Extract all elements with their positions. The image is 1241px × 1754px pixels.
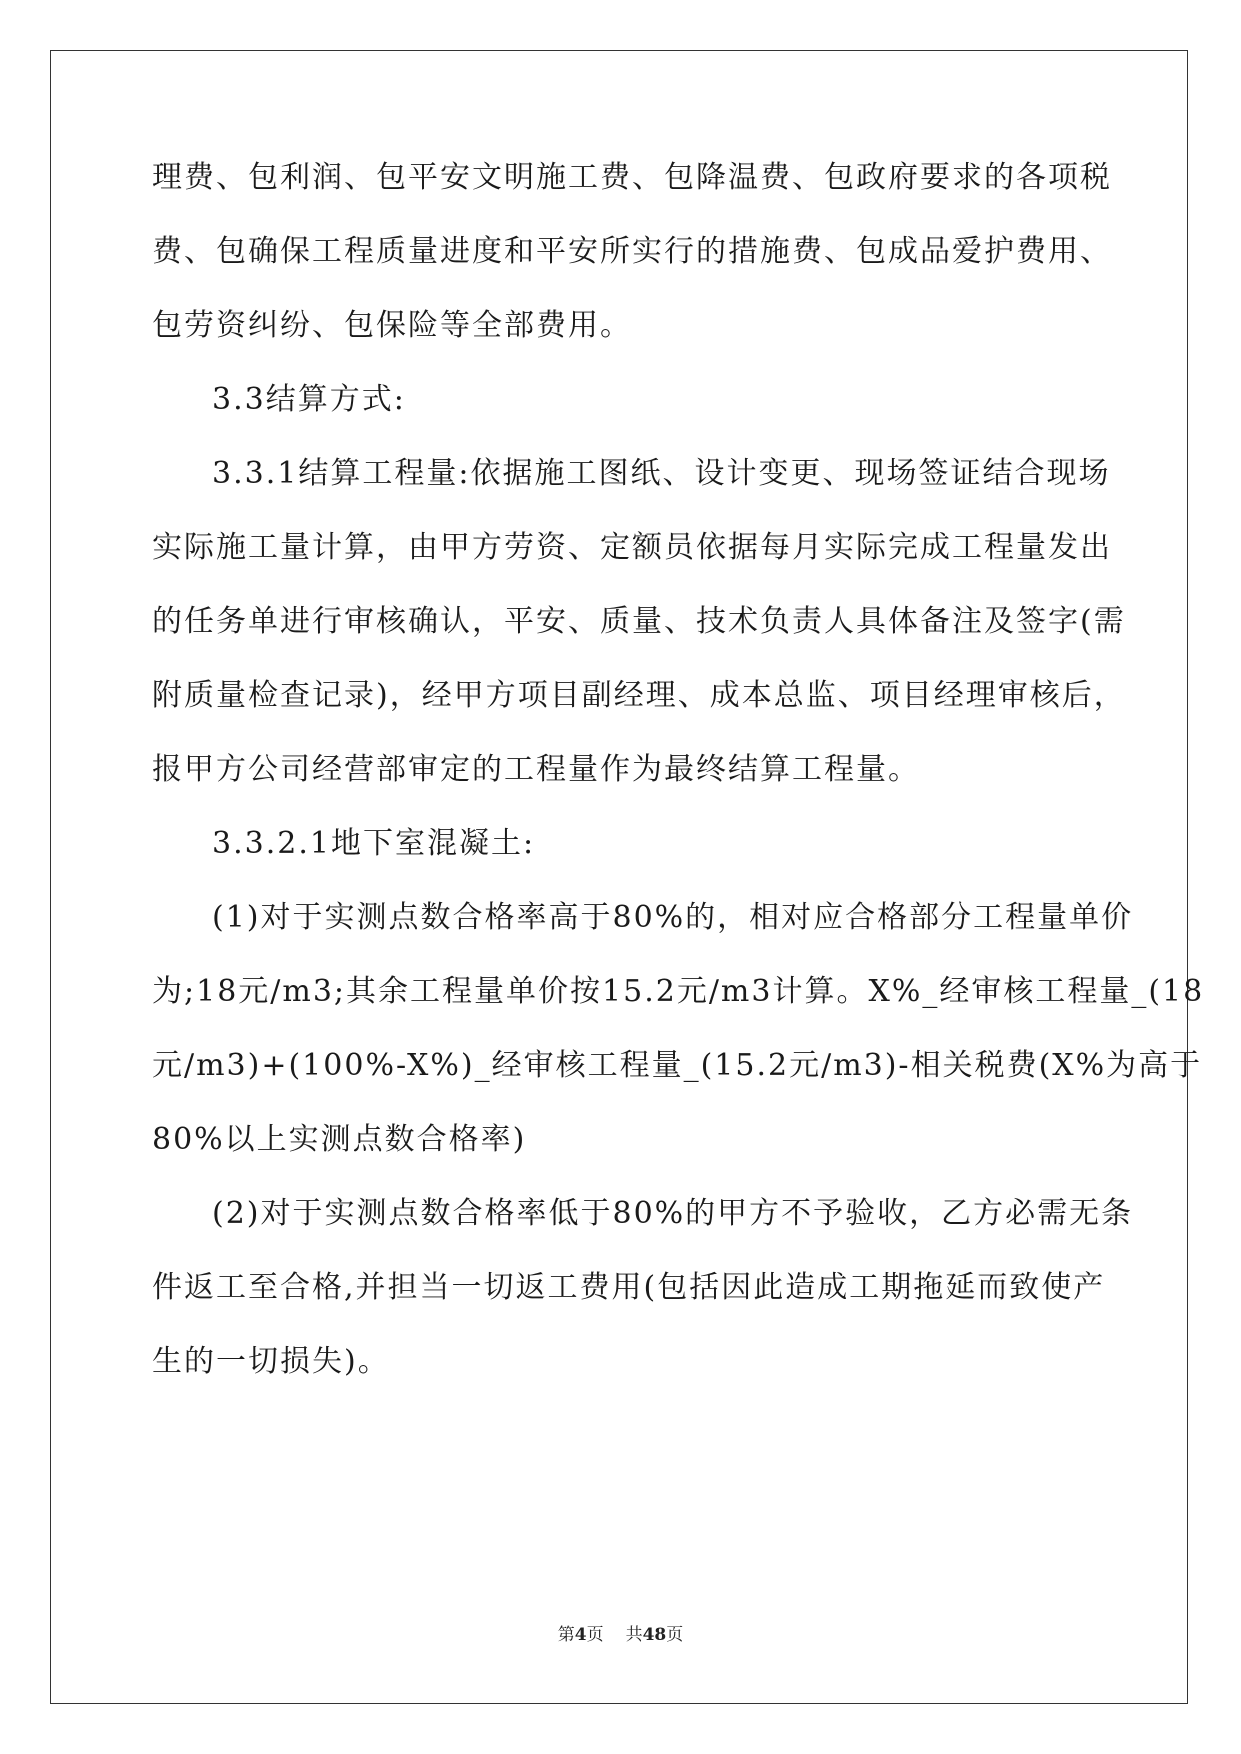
paragraph-line: 费、包确保工程质量进度和平安所实行的措施费、包成品爱护费用、 bbox=[152, 234, 1112, 269]
page-border bbox=[50, 50, 1188, 1704]
paragraph-line: 的任务单进行审核确认，平安、质量、技术负责人具体备注及签字(需 bbox=[152, 604, 1126, 639]
paragraph-line: 为;18元/m3;其余工程量单价按15.2元/m3计算。X%_经审核工程量_(18 bbox=[152, 974, 1205, 1009]
page-number: 4 bbox=[574, 1625, 587, 1645]
paragraph-line: 实际施工量计算，由甲方劳资、定额员依据每月实际完成工程量发出 bbox=[152, 530, 1112, 565]
section-heading: 3.3.2.1地下室混凝土: bbox=[212, 826, 536, 861]
paragraph-line: 生的一切损失)。 bbox=[152, 1344, 390, 1379]
page-footer bbox=[0, 1624, 1241, 1646]
page-prefix: 第 bbox=[557, 1625, 575, 1645]
total-prefix: 共 bbox=[625, 1625, 643, 1645]
paragraph-line: 附质量检查记录)，经甲方项目副经理、成本总监、项目经理审核后， bbox=[152, 678, 1126, 713]
paragraph-line: 3.3.1结算工程量:依据施工图纸、设计变更、现场签证结合现场 bbox=[212, 456, 1111, 491]
total-pages: 48 bbox=[642, 1625, 667, 1645]
paragraph-line: 理费、包利润、包平安文明施工费、包降温费、包政府要求的各项税 bbox=[152, 160, 1112, 195]
total-suffix: 页 bbox=[666, 1625, 684, 1645]
paragraph-line: 件返工至合格,并担当一切返工费用(包括因此造成工期拖延而致使产 bbox=[152, 1270, 1106, 1305]
paragraph-line: 80%以上实测点数合格率) bbox=[152, 1122, 527, 1157]
paragraph-line: 包劳资纠纷、包保险等全部费用。 bbox=[152, 308, 632, 343]
paragraph-line: 报甲方公司经营部审定的工程量作为最终结算工程量。 bbox=[152, 752, 920, 787]
paragraph-line: (2)对于实测点数合格率低于80%的甲方不予验收，乙方必需无条 bbox=[212, 1196, 1134, 1231]
paragraph-line: (1)对于实测点数合格率高于80%的，相对应合格部分工程量单价 bbox=[212, 900, 1134, 935]
page-suffix: 页 bbox=[586, 1625, 604, 1645]
section-heading: 3.3结算方式: bbox=[212, 382, 406, 417]
paragraph-line: 元/m3)+(100%-X%)_经审核工程量_(15.2元/m3)-相关税费(X%为高于 bbox=[152, 1048, 1203, 1083]
